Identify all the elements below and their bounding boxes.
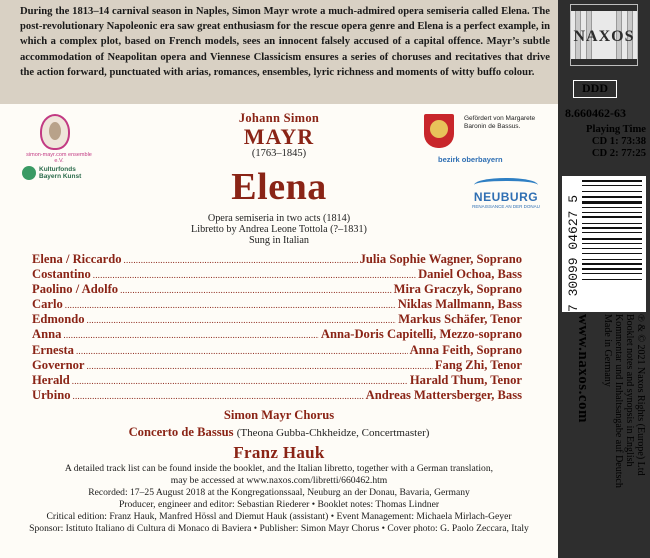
barcode-stripe [582,201,642,204]
barcode-digits: 7 30099 04627 5 [566,194,581,312]
crest-icon [424,114,454,148]
sponsor-caption: Gefördert von Margarete Baronin de Bassus. [464,115,536,130]
subtitle-language: Sung in Italian [249,235,309,246]
barcode-stripe [582,253,642,254]
cast-singer: Harald Thum, Tenor [409,372,522,387]
chorus-name: Simon Mayr Chorus [223,408,335,422]
barcode-stripe [582,268,642,270]
barcode-stripe [582,263,642,265]
neuburg-logo [468,178,544,214]
subtitle-libretto: Libretto by Andrea Leone Tottola (?–1831) [191,224,367,235]
ensembles-block [0,407,558,464]
cast-row [32,297,522,312]
barcode-stripe [582,232,642,233]
orchestra-name: Concerto de Bassus [128,425,234,439]
naxos-wordmark: NAXOS [573,28,635,45]
credit-line: Producer, engineer and editor: Sebastian Riederer • Booklet notes: Thomas Lindner [118,498,440,510]
cast-row [32,358,522,373]
cast-role: Paolino / Adolfo [32,282,119,297]
composer-first-name: Johann Simon [238,111,320,125]
cast-singer: Niklas Mallmann, Bass [397,297,522,312]
subtitle-genre: Opera semiseria in two acts (1814) [207,213,351,224]
cast-singer: Markus Schäfer, Tenor [398,312,522,327]
barcode-stripe [582,212,642,213]
rights-line: Kommentar und Inhaltsangabe auf Deutsch [613,314,624,488]
ddd-badge: DDD [573,80,617,98]
rights-line: Made in Germany [602,314,613,387]
barcode-stripe [582,185,642,186]
neuburg-tagline: RENAISSANCE AN DER DONAU [472,204,540,209]
barcode-stripe [582,248,642,249]
opera-subtitles [0,213,558,246]
cast-role: Herald [32,372,70,387]
cast-role: Edmondo [32,312,85,327]
intro-text: During the 1813–14 carnival season in Naples, Simon Mayr wrote a much-admired opera semiseria called Elena. The post-revolutionary Napoleonic era saw great enthusiasm for the rescue opera genre and Elena is a perfect example, in which a complex plot, based on French models, sees an innocent falsely accused of a capital offence. Mayr’s subtle accommodation of Neapolitan opera and Viennese Classicism ensures a series of choruses and recitatives that drive the action forward, punctuated with arias, romances, ensembles, lyric richness and moments of witty buffo colour. [20,6,550,78]
barcode-stripe [582,216,642,218]
barcode-stripe [582,191,642,192]
cast-role: Carlo [32,297,63,312]
naxos-logo [570,4,638,66]
barcode-stripe [582,238,642,240]
kulturfonds-caption: Kulturfonds Bayern Kunst [39,166,82,180]
cast-singer: Fang Zhi, Tenor [434,357,522,372]
cast-row [32,388,522,403]
cast-singer: Anna Feith, Soprano [409,342,522,357]
conductor-name: Franz Hauk [233,443,325,462]
rights-block [602,314,646,488]
cd1-time: CD 1: 73:38 [591,136,646,147]
cast-row [32,282,522,297]
cast-singer: Julia Sophie Wagner, Soprano [359,252,522,266]
credits-block [0,463,558,534]
rights-line: Booklet notes and synopsis in English [624,314,635,467]
cast-singer: Anna-Doris Capitelli, Mezzo-soprano [320,327,522,342]
credit-line: Sponsor: Istituto Italiano di Cultura di Monaco di Baviera • Publisher: Simon Mayr Chorus • Cover photo: G. Paolo Zeccara, Italy [29,522,529,534]
credit-line: Recorded: 17–25 August 2018 at the Kongregationssaal, Neuburg an der Donau, Bavaria, Germany [88,486,470,498]
barcode-stripe [582,227,642,229]
intro-panel [0,0,558,104]
cast-row [32,373,522,388]
cast-role: Elena / Riccardo [32,252,122,266]
cast-role: Costantino [32,267,91,282]
catalogue-number: 8.660462-63 [565,106,626,120]
cast-row [32,252,522,267]
barcode-stripe [582,243,642,244]
barcode-stripe [582,273,642,274]
cast-role: Ernesta [32,342,74,357]
opera-title: Elena [231,166,327,208]
barcode-stripe [582,207,642,208]
playing-time [565,124,650,160]
cast-singer: Andreas Mattersberger, Bass [365,387,522,402]
rights-line: ℗ & © 2021 Naxos Rights (Europe) Ltd [635,314,646,476]
composer-last-name: MAYR [243,124,315,149]
composer-dates: (1763–1845) [251,148,307,159]
cd2-time: CD 2: 77:25 [591,148,646,159]
barcode-bars [582,180,642,308]
playing-time-label: Playing Time [586,124,646,135]
credit-line: A detailed track list can be found inside the booklet, and the Italian libretto, together with a German translation, [64,463,494,474]
cast-role: Urbino [32,387,71,402]
cast-singer: Mira Graczyk, Soprano [393,282,522,297]
barcode-stripe [582,259,642,260]
barcode-stripe [582,180,642,182]
credit-line: may be accessed at www.naxos.com/libretti/660462.htm [170,474,388,486]
credit-line: Critical edition: Franz Hauk, Manfred Hössl and Diemut Hauk (assistant) • Event Management: Michaela Mirlach-Geyer [46,510,512,522]
barcode [562,176,646,312]
orchestra-line [0,424,558,442]
cast-row [32,327,522,342]
bezirk-logo: bezirk oberbayern [438,155,503,164]
cast-list [32,252,522,403]
barcode-stripe [582,279,642,280]
barcode-stripe [582,223,642,224]
cast-row [32,312,522,327]
barcode-stripe [582,196,642,198]
cast-role: Anna [32,327,62,342]
bassus-sponsor-logo [424,112,544,152]
cast-role: Governor [32,357,85,372]
neuburg-name: NEUBURG [473,190,539,204]
concertmaster: (Theona Gubba-Chkheidze, Concertmaster) [236,427,430,439]
website-url: www.naxos.com [575,314,591,424]
cast-row [32,267,522,282]
cast-row [32,343,522,358]
mayr-society-caption: simon-mayr.com ensemble e.V. [26,152,92,164]
cast-singer: Daniel Ochoa, Bass [418,267,522,282]
